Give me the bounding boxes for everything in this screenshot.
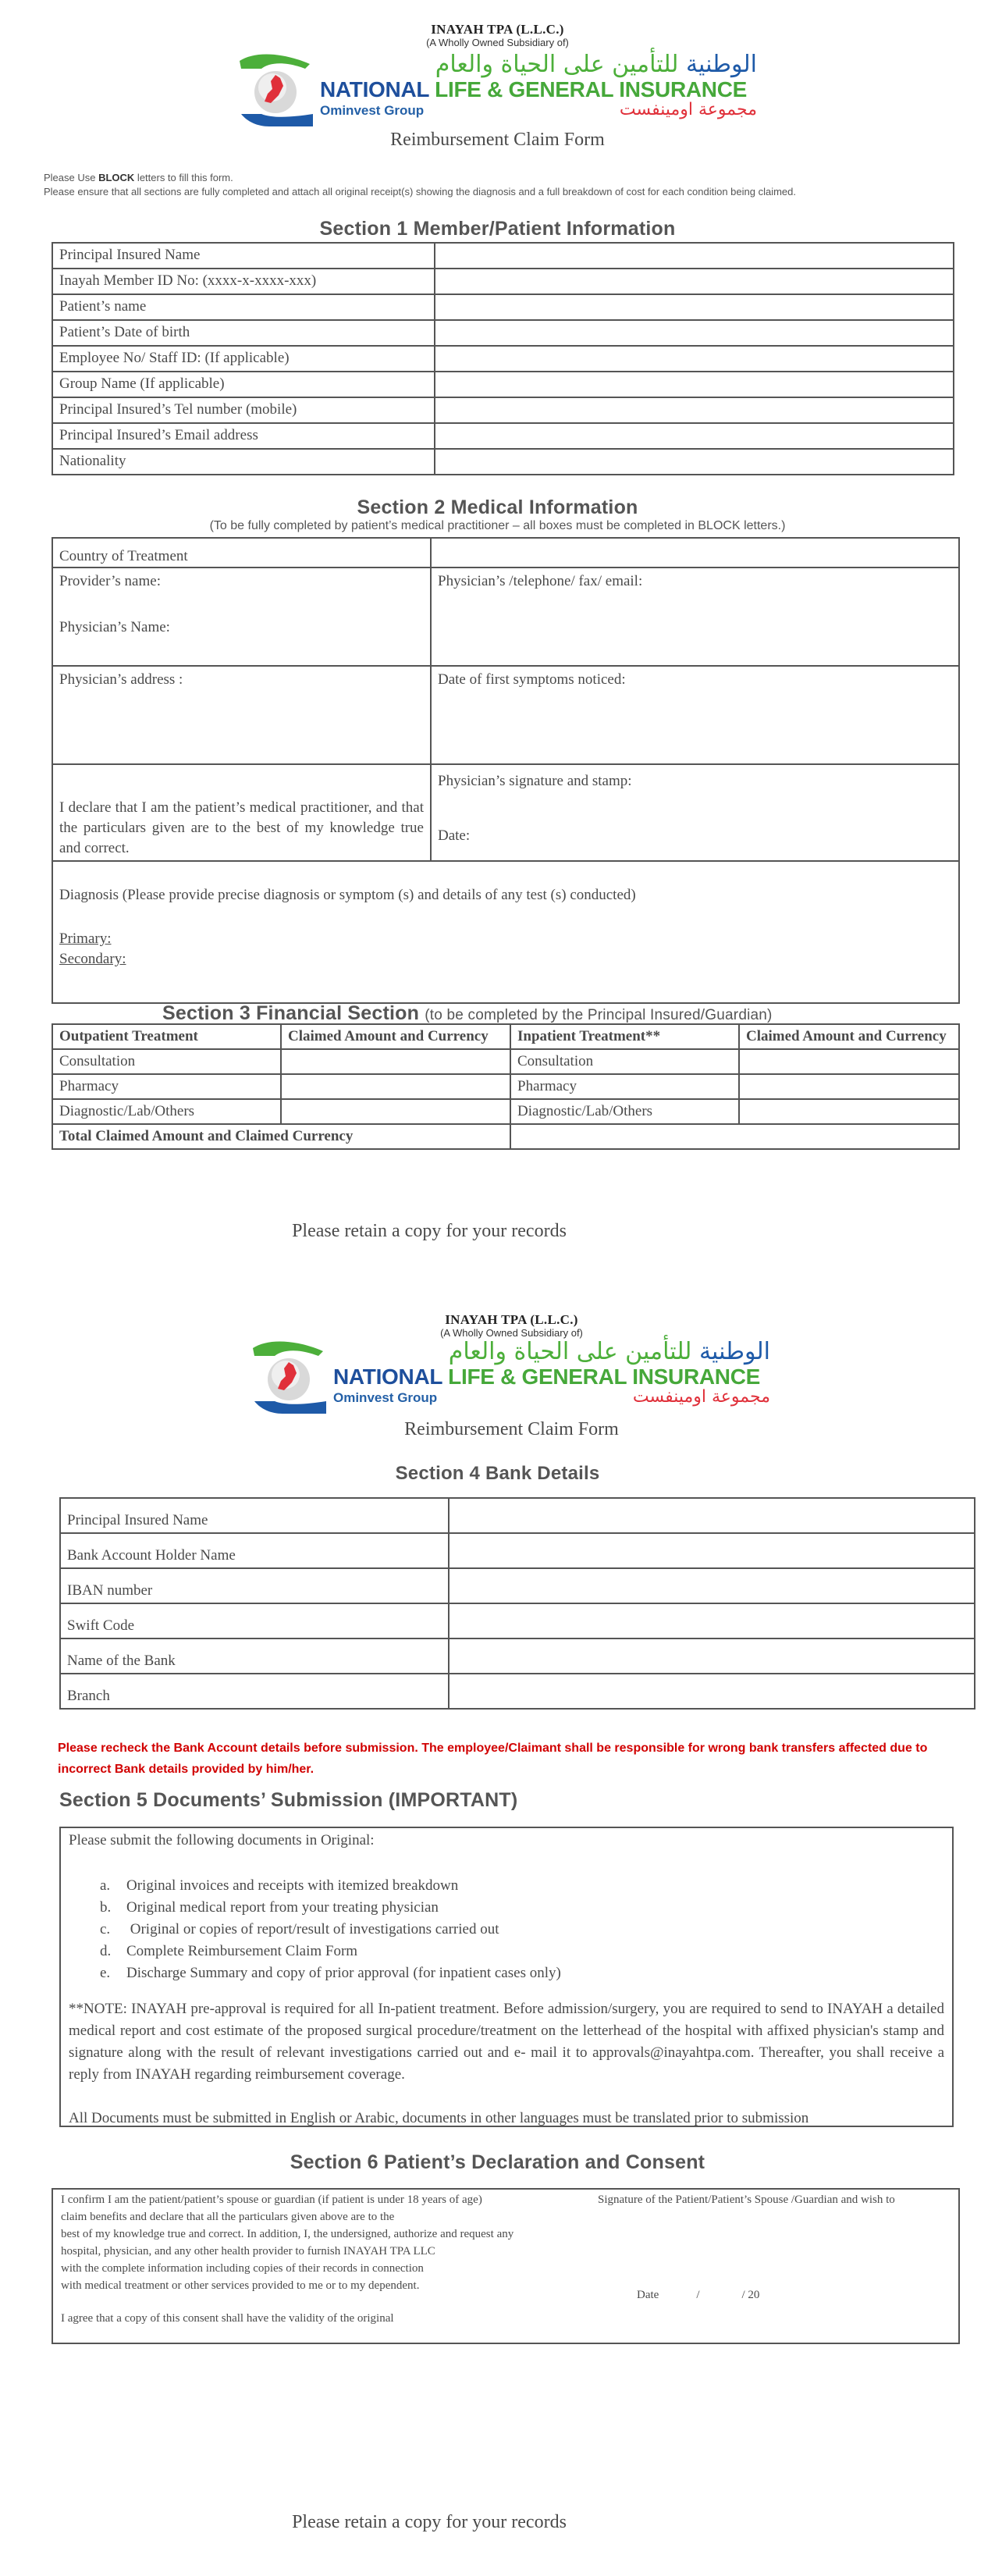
bank-name-field[interactable] <box>449 1638 975 1674</box>
swift-code-field[interactable] <box>449 1603 975 1638</box>
group-name-field[interactable] <box>435 372 954 397</box>
section6-title: Section 6 Patient’s Declaration and Consent <box>290 2151 705 2173</box>
table-row: Principal Insured Name <box>60 1498 975 1533</box>
patient-dob-field[interactable] <box>435 320 954 346</box>
table-row: Principal Insured’s Email address <box>52 423 954 449</box>
logo-text <box>320 52 757 122</box>
table-row <box>52 1124 959 1149</box>
documents-list <box>69 1875 944 1984</box>
table-row: Nationality <box>52 449 954 475</box>
section3-title: Section 3 Financial Section (to be completed by the Principal Insured/Guardian) <box>162 1002 773 1024</box>
practitioner-declaration-cell <box>52 764 431 861</box>
in-consultation-amount[interactable] <box>739 1049 959 1074</box>
section3-subtitle: (to be completed by the Principal Insured/Guardian) <box>425 1007 773 1023</box>
in-pharmacy-amount[interactable] <box>739 1074 959 1099</box>
section5-title: Section 5 Documents’ Submission (IMPORTANT) <box>59 1789 518 1811</box>
table-row: Principal Insured’s Tel number (mobile) <box>52 397 954 423</box>
in-diagnostic-amount[interactable] <box>739 1099 959 1124</box>
physician-contact-cell[interactable] <box>431 568 959 666</box>
iban-field[interactable] <box>449 1568 975 1603</box>
nationality-field[interactable] <box>435 449 954 475</box>
branch-field[interactable] <box>449 1674 975 1709</box>
total-claimed-label: Total Claimed Amount and Claimed Currency <box>52 1124 510 1149</box>
tel-number-field[interactable] <box>435 397 954 423</box>
member-info-table <box>52 242 954 475</box>
bank-details-table <box>59 1497 975 1710</box>
form-instructions: Please Use BLOCK letters to fill this form. Please ensure that all sections are fully completed and attach all original receipt(s) showing the diagnosis and a full breakdown of cost for each condition being claimed. <box>44 172 796 197</box>
account-holder-field[interactable] <box>449 1533 975 1568</box>
signature-date-label: Date: <box>438 827 471 844</box>
table-row: Employee No/ Staff ID: (If applicable) <box>52 346 954 372</box>
patient-signature-area[interactable] <box>599 2221 943 2260</box>
table-row: Inayah Member ID No: (xxxx-x-xxxx-xxx) <box>52 269 954 294</box>
table-row: Pharmacy Pharmacy <box>52 1074 959 1099</box>
company-logo <box>251 1339 770 1417</box>
hands-globe-oman-icon <box>251 1339 329 1417</box>
subsidiary-note: (A Wholly Owned Subsidiary of) <box>440 1327 583 1339</box>
table-row: Patient’s name <box>52 294 954 320</box>
physicians-name-label: Physician’s Name: <box>59 619 170 635</box>
table-row: Consultation Consultation <box>52 1049 959 1074</box>
first-symptoms-label: Date of first symptoms noticed: <box>438 671 626 688</box>
out-amount-header: Claimed Amount and Currency <box>281 1024 510 1049</box>
providers-name-label: Provider’s name: <box>59 573 161 589</box>
practitioner-declaration: I declare that I am the patient’s medical practitioner, and that the particulars given are to the best of my knowledge true and correct. <box>59 799 424 856</box>
section2-title: Section 2 Medical Information <box>357 496 638 518</box>
logo-text: الوطنية للتأمين على الحياة والعام NATIONAL LIFE & GENERAL INSURANCE Ominvest Group مجموعة اومينفست <box>333 1338 770 1407</box>
table-row: Swift Code <box>60 1603 975 1638</box>
table-row: Name of the Bank <box>60 1638 975 1674</box>
first-symptoms-cell[interactable] <box>431 666 959 764</box>
patient-name-field[interactable] <box>435 294 954 320</box>
principal-insured-name-field[interactable] <box>435 243 954 269</box>
physician-address-label: Physician’s address : <box>59 671 183 688</box>
section4-title: Section 4 Bank Details <box>395 1463 600 1484</box>
table-row: Patient’s Date of birth <box>52 320 954 346</box>
table-row: IBAN number <box>60 1568 975 1603</box>
provider-physician-cell[interactable] <box>52 568 431 666</box>
hands-globe-oman-icon <box>238 52 316 130</box>
primary-diagnosis-label: Primary: <box>59 930 112 947</box>
inpatient-preapproval-note: **NOTE: INAYAH pre-approval is required for all In-patient treatment. Before admission/surgery, you are required to send to INAYAH a detailed medical report and cost estimate of the proposed surgical procedure/treatment on the letterhead of the hospital with affixed physician's stamp and signature along with the result of relevant investigations carried out and e- mail it to approvals@inayahtpa.com. Thereafter, you shall receive a reply from INAYAH regarding reimbursement coverage. <box>69 2001 944 2083</box>
employee-id-field[interactable] <box>435 346 954 372</box>
outpatient-header: Outpatient Treatment <box>52 1024 281 1049</box>
medical-info-table <box>52 537 960 1004</box>
declaration-box <box>52 2188 960 2344</box>
out-consultation-amount[interactable] <box>281 1049 510 1074</box>
bank-warning: Please recheck the Bank Account details before submission. The employee/Claimant shall be responsible for wrong bank transfers affected due to incorrect Bank details provided by him/her. <box>58 1742 928 1776</box>
signature-stamp-label: Physician’s signature and stamp: <box>438 773 632 789</box>
list-item: e. Discharge Summary and copy of prior approval (for inpatient cases only) <box>100 1965 561 1981</box>
table-row: Principal Insured Name <box>52 243 954 269</box>
signature-label: Signature of the Patient/Patient’s Spouse /Guardian and wish to <box>598 2194 895 2206</box>
retain-copy-note: Please retain a copy for your records <box>292 2512 567 2532</box>
physician-contact-label: Physician’s /telephone/ fax/ email: <box>438 573 643 589</box>
documents-box <box>59 1827 954 2127</box>
list-item: a. Original invoices and receipts with itemized breakdown <box>100 1877 459 1894</box>
secondary-diagnosis-label: Secondary: <box>59 951 126 967</box>
page2-header <box>14 1312 995 1339</box>
patient-declaration-text: I confirm I am the patient/patient’s spouse or guardian (if patient is under 18 years of age) claim benefits and declare that all the particulars given above are to the best of my knowledge true and correct. In addition, I, the undersigned, authorize and request any hospital, physician, and any other health provider to furnish INAYAH TPA LLC with the complete information including copies of their records in connection with medical treatment or other services provided to me or to my dependent. I agree that a copy of this consent shall have the validity of the original <box>61 2191 607 2327</box>
list-item: b. Original medical report from your treating physician <box>100 1899 439 1916</box>
table-row: Diagnostic/Lab/Others Diagnostic/Lab/Others <box>52 1099 959 1124</box>
subsidiary-note: (A Wholly Owned Subsidiary of) <box>426 37 569 48</box>
company-logo <box>238 52 757 130</box>
in-amount-header: Claimed Amount and Currency <box>739 1024 959 1049</box>
company-name: INAYAH TPA (L.L.C.) <box>445 1312 578 1327</box>
company-name: INAYAH TPA (L.L.C.) <box>431 22 564 37</box>
out-pharmacy-amount[interactable] <box>281 1074 510 1099</box>
form-title: Reimbursement Claim Form <box>404 1419 619 1439</box>
total-claimed-field[interactable] <box>510 1124 959 1149</box>
diagnosis-label: Diagnosis (Please provide precise diagnosis or symptom (s) and details of any test (s) conducted) <box>59 887 636 903</box>
section1-title: Section 1 Member/Patient Information <box>319 218 676 240</box>
copy-validity-text: I agree that a copy of this consent shall have the validity of the original <box>61 2312 394 2325</box>
financial-table <box>52 1023 960 1150</box>
declaration-date[interactable]: Date / / 20 <box>637 2289 760 2301</box>
section2-subtitle: (To be fully completed by patient’s medical practitioner – all boxes must be completed in BLOCK letters.) <box>209 519 786 532</box>
inpatient-header: Inpatient Treatment** <box>510 1024 739 1049</box>
table-row: Group Name (If applicable) <box>52 372 954 397</box>
table-row: Bank Account Holder Name <box>60 1533 975 1568</box>
retain-copy-note: Please retain a copy for your records <box>292 1221 567 1241</box>
logo-group-english: Ominvest Group <box>320 103 425 118</box>
logo-arabic-name: الوطنية للتأمين على الحياة والعام <box>435 51 757 78</box>
list-item: c. Original or copies of report/result of investigations carried out <box>100 1921 499 1937</box>
logo-english-name: NATIONAL LIFE & GENERAL INSURANCE <box>320 77 748 101</box>
country-of-treatment-label: Country of Treatment <box>52 538 431 568</box>
language-note: All Documents must be submitted in English or Arabic, documents in other languages must be translated prior to submission <box>69 2110 809 2126</box>
member-id-field[interactable] <box>435 269 954 294</box>
physician-signature-cell[interactable] <box>431 764 959 861</box>
list-item: d. Complete Reimbursement Claim Form <box>100 1943 358 1959</box>
email-field[interactable] <box>435 423 954 449</box>
out-diagnostic-amount[interactable] <box>281 1099 510 1124</box>
diagnosis-cell[interactable] <box>52 861 959 1003</box>
physician-address-cell[interactable] <box>52 666 431 764</box>
page1-header <box>0 22 995 48</box>
table-row: Branch <box>60 1674 975 1709</box>
documents-intro: Please submit the following documents in Original: <box>69 1832 375 1848</box>
logo-group-arabic: مجموعة اومينفست <box>619 100 757 119</box>
country-of-treatment-field[interactable] <box>431 538 959 568</box>
bank-principal-insured-field[interactable] <box>449 1498 975 1533</box>
form-title: Reimbursement Claim Form <box>390 130 605 150</box>
